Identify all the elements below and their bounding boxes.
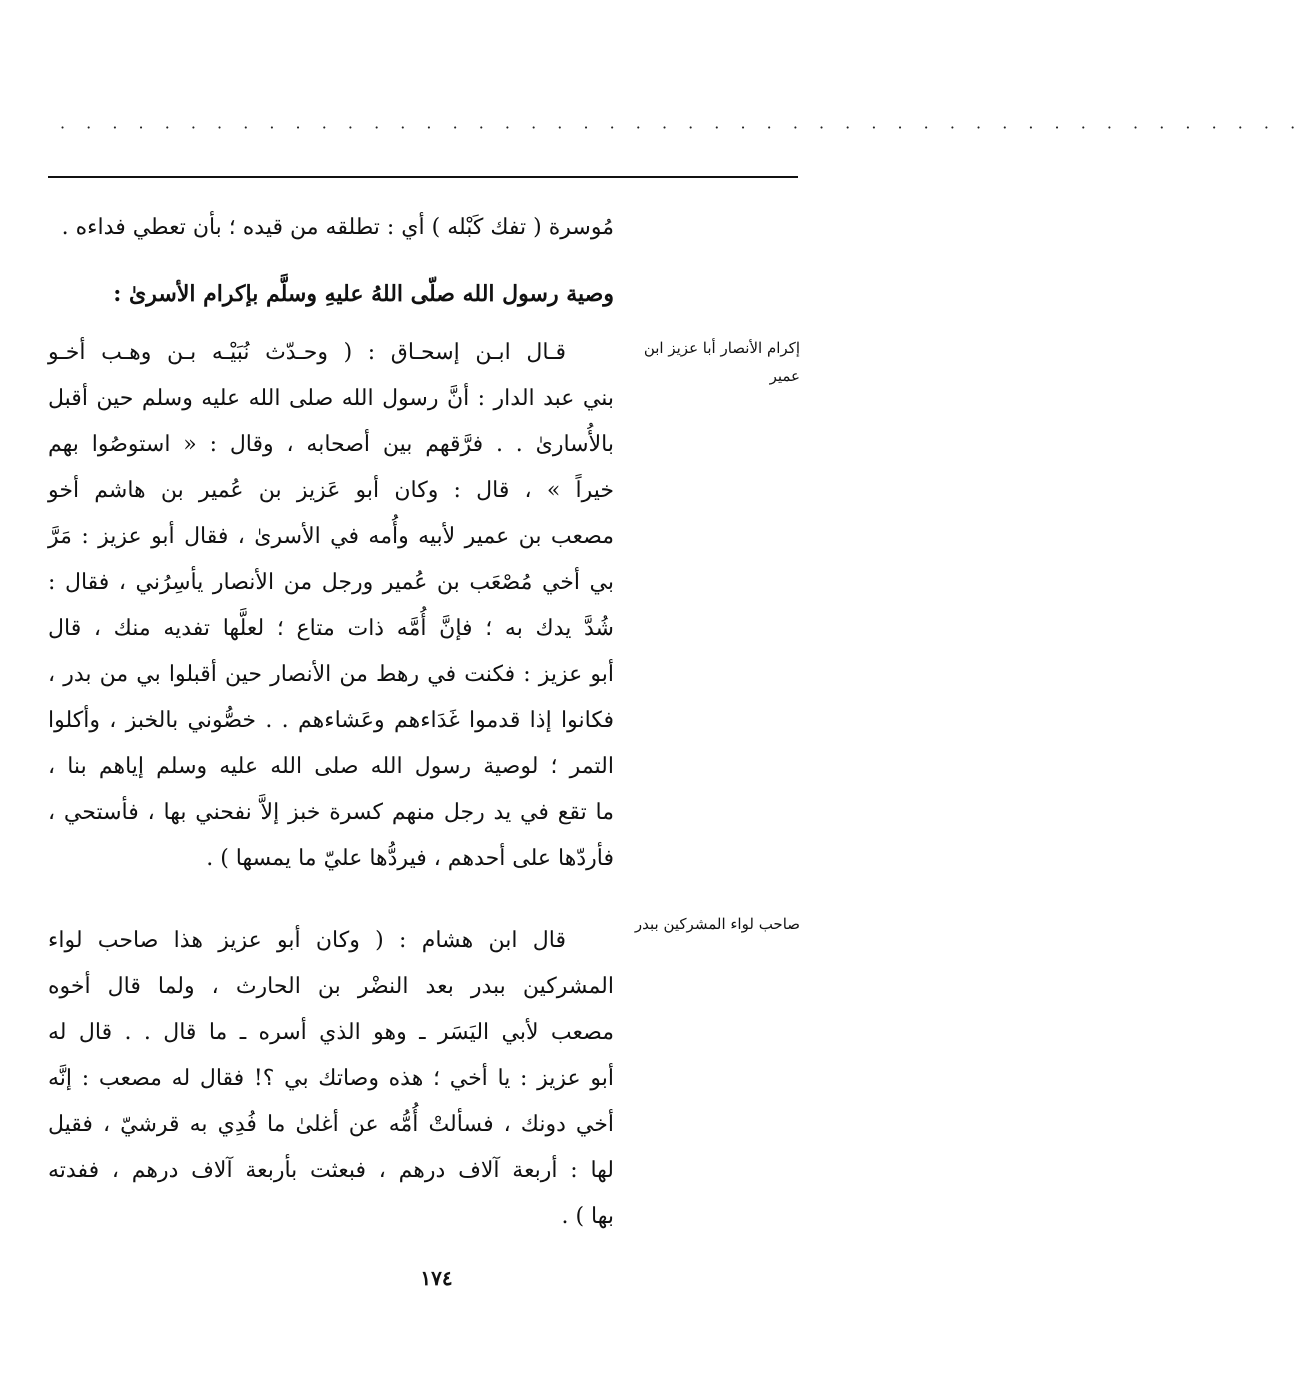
paragraph-line: قال ابن هشام : ( وكان أبو عزيز هذا صاحب لواء xyxy=(48,928,566,953)
section-heading-block xyxy=(48,271,614,317)
paragraph-line: أخي دونك ، فسألتْ أُمُّه عن أغلىٰ ما فُدِي به قرشيّ ، فقيل xyxy=(48,1112,614,1137)
paragraph-line: خيراً » ، قال : وكان أبو عَزيز بن عُمير بن هاشم أخو xyxy=(48,478,614,503)
margin-note-ansar: إكرام الأنصار أبا عزيز ابن عمير xyxy=(643,339,800,385)
paragraph-line: فكانوا إذا قدموا غَدَاءهم وعَشاءهم . . خصُّوني بالخبز ، وأكلوا xyxy=(48,708,614,733)
margin-note-banner: صاحب لواء المشركين ببدر xyxy=(634,915,800,933)
paragraph-line: بي أخي مُصْعَب بن عُمير ورجل من الأنصار يأسِرُني ، فقال : xyxy=(48,570,614,595)
header-rule xyxy=(48,176,798,178)
intro-block xyxy=(48,205,614,251)
paragraph-line: فأردّها على أحدهم ، فيردُّها عليّ ما يمسها ) . xyxy=(206,846,614,871)
paragraph-line: شُدَّ يدك به ؛ فإنَّ أُمَّه ذات متاع ؛ لعلَّها تفديه منك ، قال xyxy=(48,616,614,641)
paragraph-line: التمر ؛ لوصية رسول الله صلى الله عليه وسلم إياهم بنا ، xyxy=(48,754,614,779)
paragraph-line: أبو عزيز : يا أخي ؛ هذه وصاتك بي ؟! فقال له مصعب : إنَّه xyxy=(48,1066,614,1091)
paragraph-ibn-ishaq xyxy=(48,330,614,882)
paragraph-line: بني عبد الدار : أنَّ رسول الله صلى الله عليه وسلم حين أقبل xyxy=(48,386,614,411)
page-number: ١٧٤ xyxy=(420,1266,453,1290)
paragraph-line: مصعب لأبي اليَسَر ـ وهو الذي أسره ـ ما قال . . قال له xyxy=(48,1020,614,1045)
paragraph-line: المشركين ببدر بعد النضْر بن الحارث ، ولما قال أخوه xyxy=(48,974,614,999)
paragraph-ibn-hisham xyxy=(48,918,614,1240)
paragraph-line: بها ) . xyxy=(561,1204,614,1229)
paragraph-line: أبو عزيز : فكنت في رهط من الأنصار حين أقبلوا بي من بدر ، xyxy=(48,662,614,687)
paragraph-line: بالأُسارىٰ . . فرَّقهم بين أصحابه ، وقال : « استوصُوا بهم xyxy=(48,432,614,457)
intro-line: مُوسرة ( تفك كَبْله ) أي : تطلقه من قيده ؛ بأن تعطي فداءه . xyxy=(61,215,614,240)
header-dotted-line: · · · · · · · · · · · · · · · · · · · · · · · · · · · · · · · · · · · · · · · · · · · · · · · · xyxy=(60,118,1303,137)
paragraph-line: مصعب بن عمير لأبيه وأُمه في الأسرىٰ ، فقال أبو عزيز : مَرَّ xyxy=(48,524,614,549)
paragraph-line: ما تقع في يد رجل منهم كسرة خبز إلاَّ نفحني بها ، فأستحي ، xyxy=(48,800,614,825)
paragraph-line: قـال ابـن إسحـاق : ( وحـدّث نُبَيْـه بـن وهـب أخـو xyxy=(48,340,566,365)
paragraph-line: لها : أربعة آلاف درهم ، فبعثت بأربعة آلاف درهم ، ففدته xyxy=(48,1158,614,1183)
section-heading: وصية رسول الله صلّى اللهُ عليهِ وسلَّم بإكرام الأسرىٰ : xyxy=(113,281,614,307)
